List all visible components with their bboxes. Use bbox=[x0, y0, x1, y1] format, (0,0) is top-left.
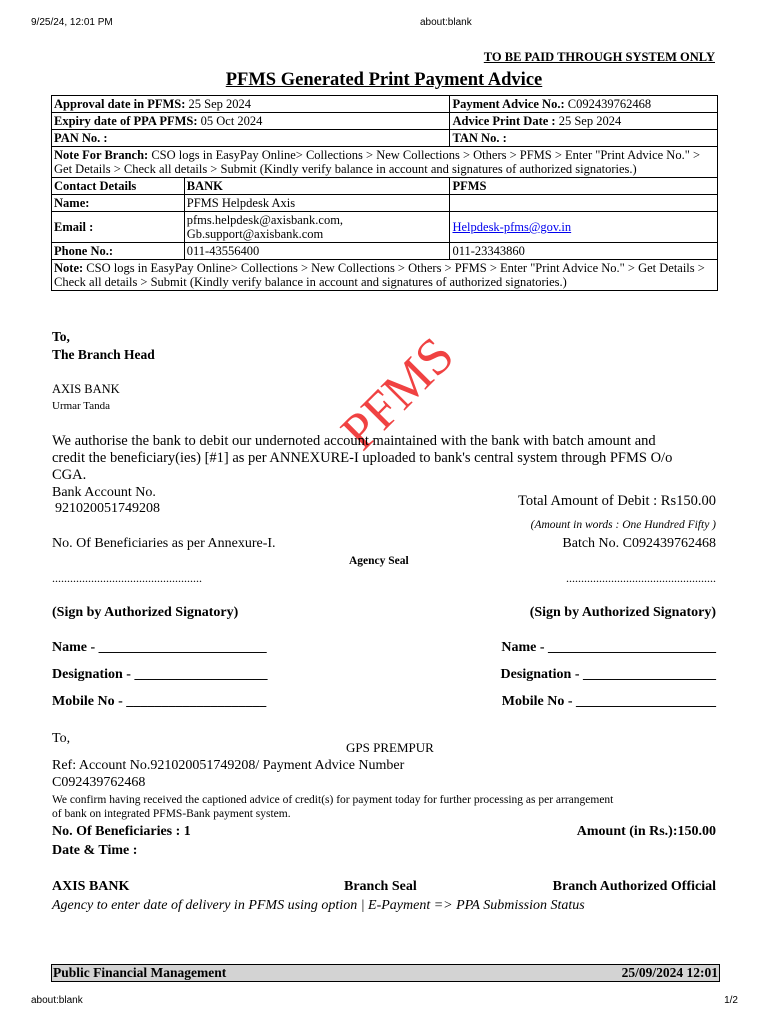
bank-account-number: 921020051749208 bbox=[55, 501, 160, 516]
table-row bbox=[52, 130, 718, 147]
table-row bbox=[52, 212, 718, 243]
sign-label-right: (Sign by Authorized Signatory) bbox=[529, 605, 716, 620]
delivery-instruction: Agency to enter date of delivery in PFMS using option | E-Payment => PPA Submission Status bbox=[52, 898, 585, 913]
name-label: Name: bbox=[52, 195, 185, 212]
letter-branch-name: Urmar Tanda bbox=[52, 400, 110, 412]
table-row bbox=[52, 243, 718, 260]
batch-number: Batch No. C092439762468 bbox=[562, 536, 716, 551]
total-debit-amount: Total Amount of Debit : Rs150.00 bbox=[518, 493, 716, 509]
ack-branch-seal: Branch Seal bbox=[344, 879, 417, 894]
ack-reference-line-2: C092439762468 bbox=[52, 775, 146, 790]
branch-note-label: Note For Branch: bbox=[54, 148, 149, 162]
beneficiaries-count-label: No. Of Beneficiaries as per Annexure-I. bbox=[52, 536, 276, 551]
print-date-label: Advice Print Date : bbox=[452, 114, 556, 128]
pfms-contact-name bbox=[450, 195, 718, 212]
payment-advice-table bbox=[51, 95, 718, 291]
advice-number-value: C092439762468 bbox=[564, 97, 652, 111]
ack-authorized-official: Branch Authorized Official bbox=[552, 879, 716, 894]
print-footer-url: about:blank bbox=[31, 995, 83, 1006]
ack-reference-line-1: Ref: Account No.921020051749208/ Payment Advice Number bbox=[52, 758, 405, 773]
paid-through-system-note: TO BE PAID THROUGH SYSTEM ONLY bbox=[483, 50, 715, 64]
print-date-cell bbox=[450, 113, 718, 130]
document-title: PFMS Generated Print Payment Advice bbox=[225, 70, 543, 90]
signatory-name-right: Name - ________________________ bbox=[501, 640, 716, 655]
letter-recipient: The Branch Head bbox=[52, 347, 155, 362]
authorisation-line-1: We authorise the bank to debit our undernoted account maintained with the bank with batch amount and bbox=[52, 433, 656, 449]
table-row bbox=[52, 147, 718, 178]
pfms-email-cell bbox=[450, 212, 718, 243]
pan-label: PAN No. : bbox=[52, 130, 450, 147]
signature-dots-right: .................................................. bbox=[566, 571, 716, 585]
print-datetime: 9/25/24, 12:01 PM bbox=[31, 17, 113, 28]
letter-bank-name: AXIS BANK bbox=[52, 382, 120, 396]
tan-label: TAN No. : bbox=[450, 130, 718, 147]
email-label: Email : bbox=[52, 212, 185, 243]
approval-date-label: Approval date in PFMS: bbox=[54, 97, 186, 111]
ack-recipient-school: GPS PREMPUR bbox=[346, 740, 434, 755]
contact-details-header: Contact Details bbox=[52, 178, 185, 195]
signatory-name-left: Name - ________________________ bbox=[52, 640, 267, 655]
bank-account-label: Bank Account No. bbox=[52, 485, 156, 500]
signature-dots-left: .................................................. bbox=[52, 571, 202, 585]
table-row bbox=[52, 260, 718, 291]
footer-timestamp: 25/09/2024 12:01 bbox=[621, 965, 718, 980]
authorisation-line-2: credit the beneficiary(ies) [#1] as per ANNEXURE-I uploaded to bank's central system through PFMS O/o bbox=[52, 450, 673, 466]
sign-label-left: (Sign by Authorized Signatory) bbox=[52, 605, 239, 620]
approval-date-cell bbox=[52, 96, 450, 113]
authorisation-line-3: CGA. bbox=[52, 467, 87, 483]
print-date-value: 25 Sep 2024 bbox=[555, 114, 622, 128]
agency-seal-label: Agency Seal bbox=[349, 555, 409, 567]
note-label: Note: bbox=[54, 261, 84, 275]
expiry-date-label: Expiry date of PPA PFMS: bbox=[54, 114, 198, 128]
approval-date-value: 25 Sep 2024 bbox=[185, 97, 251, 111]
branch-note-text: CSO logs in EasyPay Online> Collections > New Collections > Others > PFMS > Enter "Print Advice No." > Get Details > Check all details > Submit (Kindly verify balance in account and signatures of authorized signatories.) bbox=[54, 148, 700, 176]
ack-confirm-line-2: of bank on integrated PFMS-Bank payment system. bbox=[52, 808, 291, 820]
signatory-mobile-right: Mobile No - ____________________ bbox=[501, 694, 716, 709]
signatory-designation-left: Designation - ___________________ bbox=[52, 667, 268, 682]
advice-number-cell bbox=[450, 96, 718, 113]
note-cell bbox=[52, 260, 718, 291]
branch-note-cell bbox=[52, 147, 718, 178]
ack-confirm-line-1: We confirm having received the captioned advice of credit(s) for payment today for further processing as per arrangement bbox=[52, 794, 614, 806]
advice-number-label: Payment Advice No.: bbox=[452, 97, 565, 111]
ack-date-time-label: Date & Time : bbox=[52, 843, 138, 858]
print-page-number: 1/2 bbox=[724, 995, 738, 1006]
signatory-mobile-left: Mobile No - ____________________ bbox=[52, 694, 267, 709]
pfms-phone: 011-23343860 bbox=[450, 243, 718, 260]
bank-email-cell bbox=[184, 212, 450, 243]
expiry-date-value: 05 Oct 2024 bbox=[197, 114, 263, 128]
expiry-date-cell bbox=[52, 113, 450, 130]
bank-email-support: Gb.support@axisbank.com bbox=[186, 227, 324, 241]
ack-beneficiaries-count: No. Of Beneficiaries : 1 bbox=[52, 824, 191, 839]
footer-organisation: Public Financial Management bbox=[53, 965, 227, 980]
bank-email-primary: pfms.helpdesk@axisbank.com, bbox=[186, 213, 344, 227]
note-text: CSO logs in EasyPay Online> Collections > New Collections > Others > PFMS > Enter "Print Advice No." > Get Details > Check all details > Submit (Kindly verify balance in account and signatures of authorized signatories.) bbox=[54, 261, 705, 289]
amount-in-words: (Amount in words : One Hundred Fifty ) bbox=[530, 519, 716, 531]
ack-salutation: To, bbox=[52, 731, 71, 746]
bank-column-header: BANK bbox=[184, 178, 450, 195]
ack-amount: Amount (in Rs.):150.00 bbox=[576, 824, 716, 839]
document-footer-bar bbox=[51, 964, 720, 982]
table-row bbox=[52, 113, 718, 130]
print-page-title: about:blank bbox=[420, 17, 472, 28]
bank-phone: 011-43556400 bbox=[184, 243, 450, 260]
bank-contact-name: PFMS Helpdesk Axis bbox=[184, 195, 450, 212]
table-row bbox=[52, 178, 718, 195]
pfms-watermark: PFMS bbox=[330, 326, 466, 462]
signatory-designation-right: Designation - ___________________ bbox=[500, 667, 716, 682]
phone-label: Phone No.: bbox=[52, 243, 185, 260]
ack-bank-name: AXIS BANK bbox=[52, 879, 130, 894]
table-row bbox=[52, 195, 718, 212]
table-row bbox=[52, 96, 718, 113]
letter-salutation: To, bbox=[52, 329, 70, 344]
pfms-column-header: PFMS bbox=[450, 178, 718, 195]
pfms-email-link[interactable]: Helpdesk-pfms@gov.in bbox=[452, 220, 572, 234]
